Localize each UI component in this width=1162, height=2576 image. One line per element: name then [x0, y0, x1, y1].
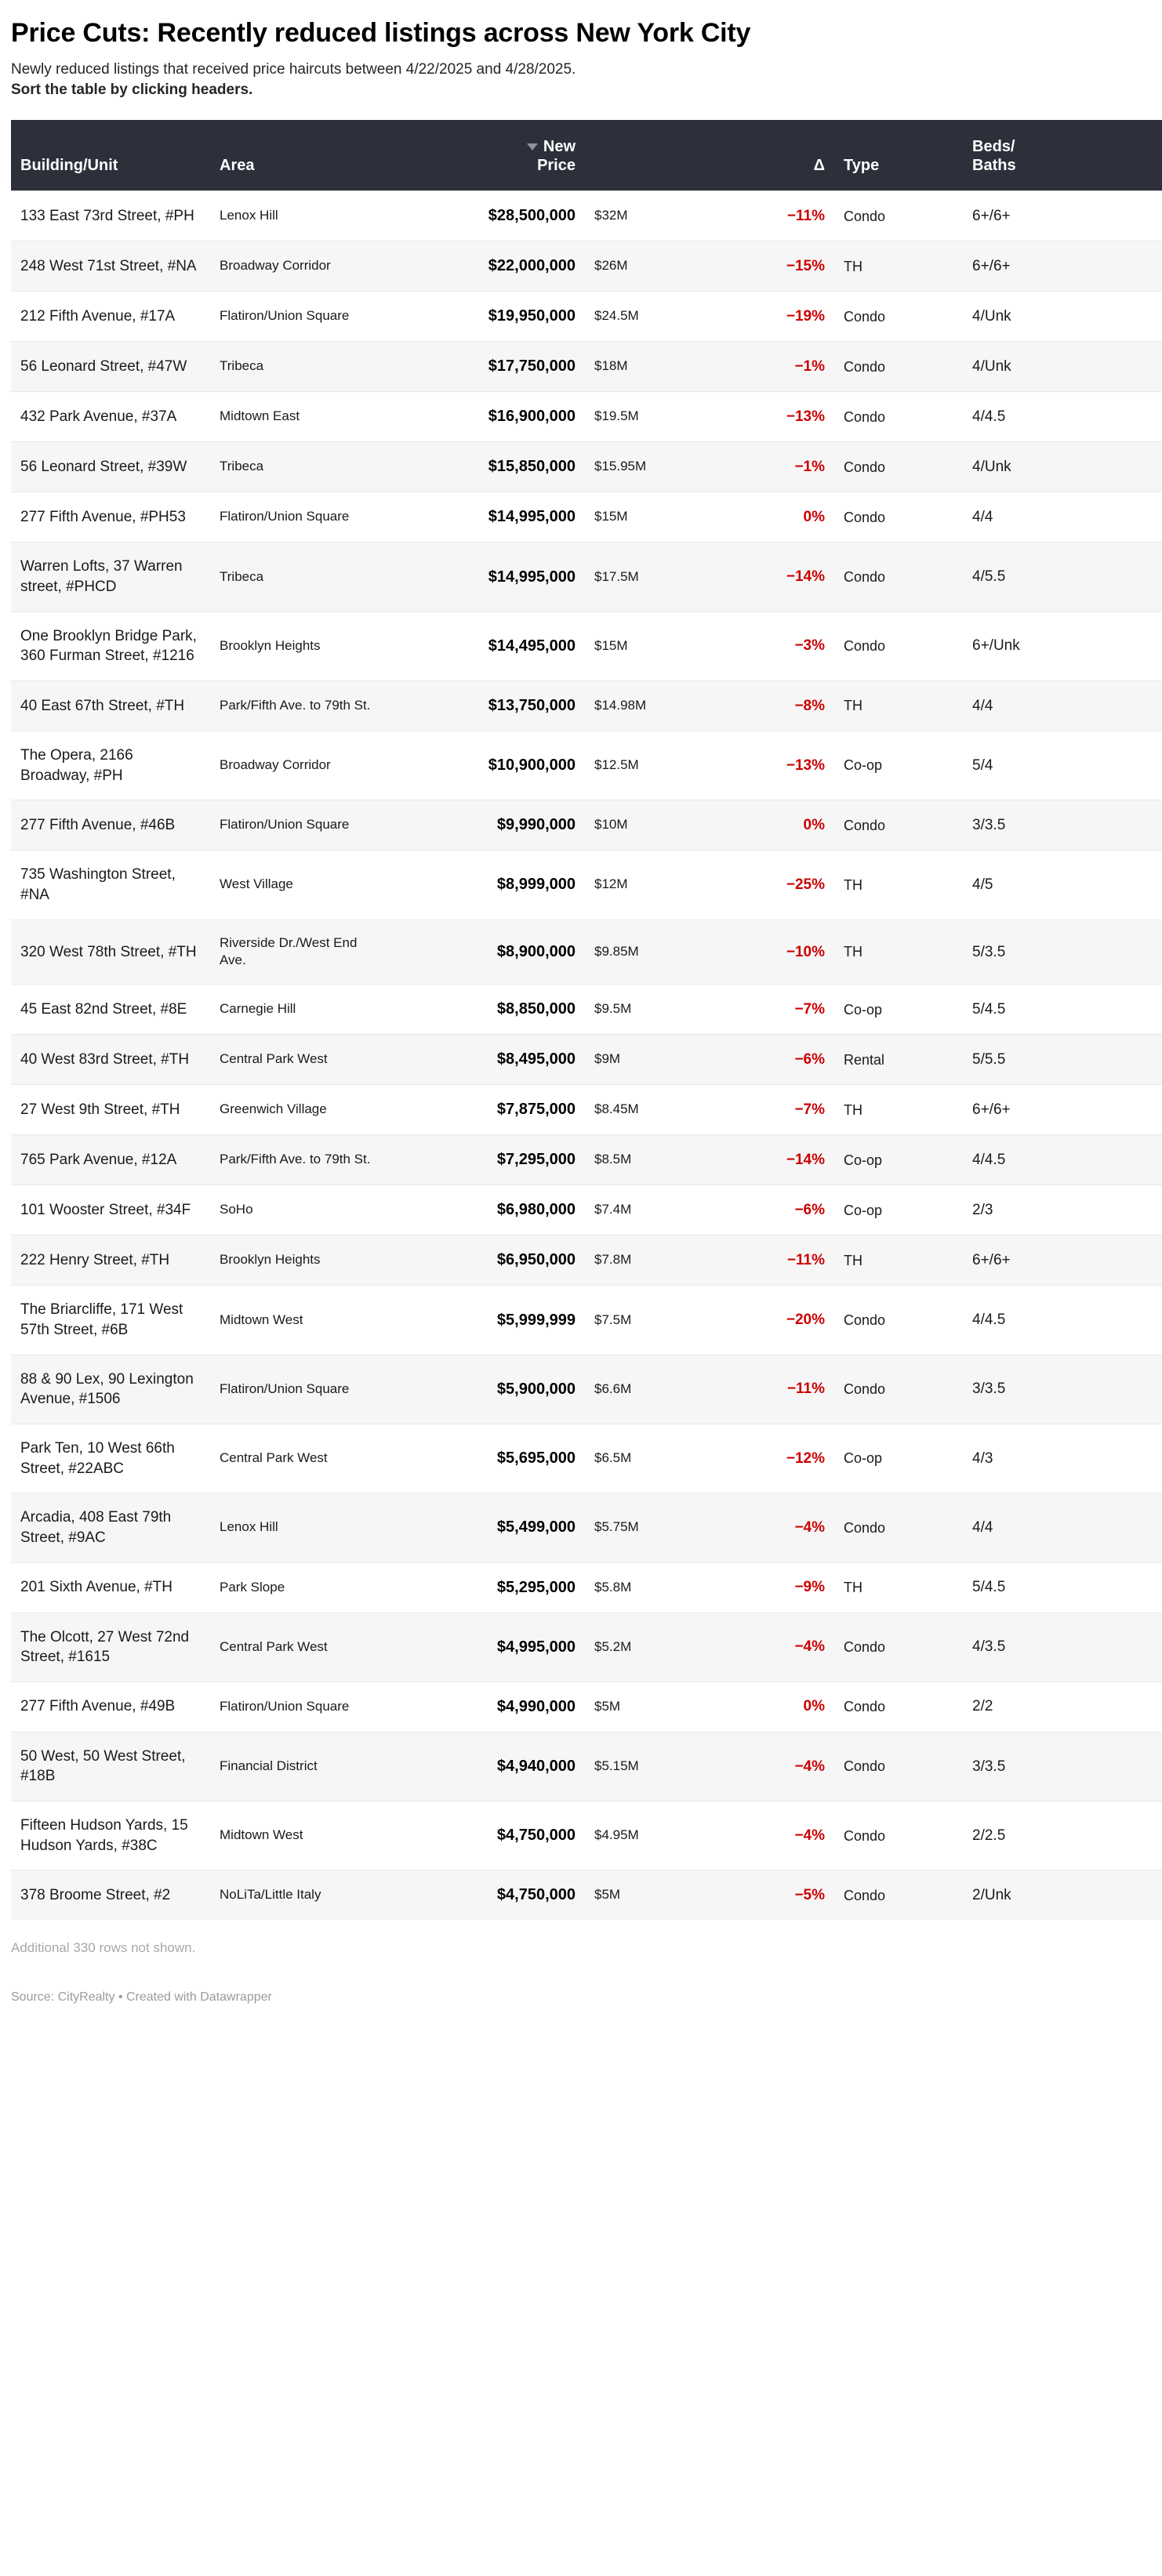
cell-previous-price: $32M: [585, 191, 721, 241]
cell-new-price: $13,750,000: [386, 680, 585, 731]
cell-area: West Village: [210, 851, 386, 920]
cell-building: 27 West 9th Street, #TH: [11, 1085, 210, 1135]
cell-building: 201 Sixth Avenue, #TH: [11, 1562, 210, 1613]
cell-previous-price: $9M: [585, 1035, 721, 1085]
column-header-beds-baths[interactable]: [963, 120, 1162, 191]
cell-area: Financial District: [210, 1732, 386, 1801]
cell-type: Condo: [834, 1870, 963, 1921]
cell-new-price: $4,940,000: [386, 1732, 585, 1801]
cell-type: Condo: [834, 1801, 963, 1870]
source-footer: Source: CityRealty • Created with Datawrapper: [11, 1990, 272, 2005]
table-row: [11, 1801, 1162, 1870]
cell-previous-price: $8.45M: [585, 1085, 721, 1135]
description-line-1: Newly reduced listings that received price haircuts between 4/22/2025 and 4/28/2025.: [11, 61, 576, 78]
cell-delta: −25%: [721, 851, 834, 920]
cell-delta: −6%: [721, 1185, 834, 1235]
cell-previous-price: $7.4M: [585, 1185, 721, 1235]
table-row: [11, 1493, 1162, 1562]
cell-building: 40 East 67th Street, #TH: [11, 680, 210, 731]
table-row: [11, 1085, 1162, 1135]
page-title: Price Cuts: Recently reduced listings across New York City: [11, 18, 751, 48]
cell-type: Condo: [834, 392, 963, 442]
cell-new-price: $10,900,000: [386, 731, 585, 800]
table-row: [11, 1870, 1162, 1921]
cell-type: Condo: [834, 1682, 963, 1732]
table-row: [11, 292, 1162, 342]
cell-building: 50 West, 50 West Street, #18B: [11, 1732, 210, 1801]
cell-previous-price: $5M: [585, 1682, 721, 1732]
cell-new-price: $5,900,000: [386, 1355, 585, 1424]
cell-type: Condo: [834, 492, 963, 542]
cell-building: Arcadia, 408 East 79th Street, #9AC: [11, 1493, 210, 1562]
cell-new-price: $8,850,000: [386, 985, 585, 1035]
cell-delta: −4%: [721, 1801, 834, 1870]
cell-new-price: $6,950,000: [386, 1235, 585, 1286]
column-header-type[interactable]: Type: [834, 120, 963, 191]
cell-area: Central Park West: [210, 1035, 386, 1085]
table-header-row: [11, 120, 1162, 191]
cell-area: NoLiTa/Little Italy: [210, 1870, 386, 1921]
table-row: [11, 241, 1162, 292]
cell-beds-baths: 4/5: [963, 851, 1162, 920]
cell-type: TH: [834, 1562, 963, 1613]
cell-previous-price: $8.5M: [585, 1135, 721, 1185]
cell-type: Condo: [834, 800, 963, 851]
cell-type: Co-op: [834, 1185, 963, 1235]
cell-new-price: $7,875,000: [386, 1085, 585, 1135]
cell-type: TH: [834, 851, 963, 920]
cell-new-price: $22,000,000: [386, 241, 585, 292]
column-header-building[interactable]: Building/Unit: [11, 120, 210, 191]
cell-area: Lenox Hill: [210, 1493, 386, 1562]
cell-type: Condo: [834, 1355, 963, 1424]
table-row: [11, 1682, 1162, 1732]
cell-type: Condo: [834, 442, 963, 492]
column-header-new-price[interactable]: [386, 120, 585, 191]
cell-delta: −11%: [721, 1235, 834, 1286]
cell-type: Co-op: [834, 1424, 963, 1493]
cell-beds-baths: 4/4.5: [963, 1135, 1162, 1185]
column-header-previous-price[interactable]: [585, 120, 721, 191]
cell-area: Broadway Corridor: [210, 731, 386, 800]
cell-area: Flatiron/Union Square: [210, 800, 386, 851]
cell-building: 277 Fifth Avenue, #PH53: [11, 492, 210, 542]
cell-delta: −3%: [721, 611, 834, 680]
table-row: [11, 1732, 1162, 1801]
cell-delta: −12%: [721, 1424, 834, 1493]
cell-area: Flatiron/Union Square: [210, 492, 386, 542]
cell-delta: −10%: [721, 920, 834, 985]
cell-previous-price: $7.8M: [585, 1235, 721, 1286]
cell-new-price: $14,995,000: [386, 542, 585, 611]
cell-beds-baths: 4/Unk: [963, 292, 1162, 342]
cell-area: Carnegie Hill: [210, 985, 386, 1035]
cell-area: Flatiron/Union Square: [210, 292, 386, 342]
cell-type: Condo: [834, 342, 963, 392]
cell-building: 45 East 82nd Street, #8E: [11, 985, 210, 1035]
table-row: [11, 392, 1162, 442]
cell-beds-baths: 3/3.5: [963, 1732, 1162, 1801]
cell-building: 277 Fifth Avenue, #49B: [11, 1682, 210, 1732]
cell-type: Condo: [834, 1493, 963, 1562]
cell-building: The Opera, 2166 Broadway, #PH: [11, 731, 210, 800]
price-cuts-table: [11, 120, 1162, 1920]
cell-area: Brooklyn Heights: [210, 1235, 386, 1286]
cell-type: Condo: [834, 1732, 963, 1801]
chart-page: [0, 17, 1020, 2019]
cell-delta: −7%: [721, 985, 834, 1035]
cell-new-price: $19,950,000: [386, 292, 585, 342]
cell-new-price: $4,995,000: [386, 1613, 585, 1682]
rows-not-shown-note: Additional 330 rows not shown.: [11, 1940, 196, 1956]
cell-area: Midtown West: [210, 1286, 386, 1355]
cell-building: 212 Fifth Avenue, #17A: [11, 292, 210, 342]
cell-delta: 0%: [721, 492, 834, 542]
table-row: [11, 191, 1162, 241]
cell-beds-baths: 4/3: [963, 1424, 1162, 1493]
cell-previous-price: $5.75M: [585, 1493, 721, 1562]
cell-delta: 0%: [721, 800, 834, 851]
cell-delta: −4%: [721, 1732, 834, 1801]
cell-delta: −13%: [721, 731, 834, 800]
cell-delta: −1%: [721, 442, 834, 492]
table-row: [11, 542, 1162, 611]
cell-type: Rental: [834, 1035, 963, 1085]
cell-type: Condo: [834, 191, 963, 241]
cell-previous-price: $15M: [585, 611, 721, 680]
table-row: [11, 1562, 1162, 1613]
cell-new-price: $4,750,000: [386, 1801, 585, 1870]
cell-previous-price: $19.5M: [585, 392, 721, 442]
cell-previous-price: $5M: [585, 1870, 721, 1921]
table-row: [11, 985, 1162, 1035]
cell-area: Brooklyn Heights: [210, 611, 386, 680]
cell-building: 88 & 90 Lex, 90 Lexington Avenue, #1506: [11, 1355, 210, 1424]
cell-delta: −4%: [721, 1493, 834, 1562]
cell-area: Park Slope: [210, 1562, 386, 1613]
cell-previous-price: $15M: [585, 492, 721, 542]
cell-previous-price: $5.2M: [585, 1613, 721, 1682]
cell-area: SoHo: [210, 1185, 386, 1235]
data-table-container: [11, 120, 1020, 1920]
cell-delta: −20%: [721, 1286, 834, 1355]
cell-beds-baths: 4/4.5: [963, 392, 1162, 442]
cell-building: 432 Park Avenue, #37A: [11, 392, 210, 442]
cell-delta: −13%: [721, 392, 834, 442]
cell-building: 765 Park Avenue, #12A: [11, 1135, 210, 1185]
table-row: [11, 492, 1162, 542]
cell-building: 101 Wooster Street, #34F: [11, 1185, 210, 1235]
cell-beds-baths: 3/3.5: [963, 1355, 1162, 1424]
cell-previous-price: $14.98M: [585, 680, 721, 731]
cell-beds-baths: 4/5.5: [963, 542, 1162, 611]
cell-beds-baths: 4/4: [963, 1493, 1162, 1562]
table-row: [11, 851, 1162, 920]
cell-previous-price: $9.85M: [585, 920, 721, 985]
new-price-header-line-2: Price: [537, 157, 576, 175]
cell-new-price: $9,990,000: [386, 800, 585, 851]
cell-new-price: $4,750,000: [386, 1870, 585, 1921]
table-body: [11, 191, 1162, 1920]
cell-building: Fifteen Hudson Yards, 15 Hudson Yards, #38C: [11, 1801, 210, 1870]
cell-beds-baths: 4/4: [963, 680, 1162, 731]
cell-building: 320 West 78th Street, #TH: [11, 920, 210, 985]
cell-building: 735 Washington Street, #NA: [11, 851, 210, 920]
cell-new-price: $5,499,000: [386, 1493, 585, 1562]
table-row: [11, 1185, 1162, 1235]
cell-delta: −11%: [721, 1355, 834, 1424]
cell-beds-baths: 5/3.5: [963, 920, 1162, 985]
cell-beds-baths: 4/4.5: [963, 1286, 1162, 1355]
cell-building: The Olcott, 27 West 72nd Street, #1615: [11, 1613, 210, 1682]
cell-beds-baths: 4/3.5: [963, 1613, 1162, 1682]
cell-new-price: $17,750,000: [386, 342, 585, 392]
cell-area: Tribeca: [210, 342, 386, 392]
table-row: [11, 1286, 1162, 1355]
cell-new-price: $5,999,999: [386, 1286, 585, 1355]
cell-previous-price: $5.15M: [585, 1732, 721, 1801]
cell-new-price: $7,295,000: [386, 1135, 585, 1185]
description-line-2: Sort the table by clicking headers.: [11, 81, 253, 98]
cell-beds-baths: 4/Unk: [963, 342, 1162, 392]
cell-type: Condo: [834, 1613, 963, 1682]
cell-previous-price: $9.5M: [585, 985, 721, 1035]
cell-type: Condo: [834, 1286, 963, 1355]
cell-area: Flatiron/Union Square: [210, 1355, 386, 1424]
cell-building: 378 Broome Street, #2: [11, 1870, 210, 1921]
cell-type: Condo: [834, 542, 963, 611]
column-header-delta[interactable]: Δ: [721, 120, 834, 191]
table-row: [11, 442, 1162, 492]
cell-previous-price: $12.5M: [585, 731, 721, 800]
cell-area: Midtown East: [210, 392, 386, 442]
cell-beds-baths: 6+/6+: [963, 1085, 1162, 1135]
cell-new-price: $14,495,000: [386, 611, 585, 680]
page-description: [11, 60, 946, 100]
cell-beds-baths: 6+/Unk: [963, 611, 1162, 680]
cell-beds-baths: 6+/6+: [963, 241, 1162, 292]
cell-previous-price: $5.8M: [585, 1562, 721, 1613]
table-row: [11, 1613, 1162, 1682]
cell-new-price: $6,980,000: [386, 1185, 585, 1235]
cell-beds-baths: 5/4.5: [963, 1562, 1162, 1613]
cell-new-price: $8,495,000: [386, 1035, 585, 1085]
cell-previous-price: $6.5M: [585, 1424, 721, 1493]
cell-new-price: $5,695,000: [386, 1424, 585, 1493]
cell-area: Park/Fifth Ave. to 79th St.: [210, 680, 386, 731]
table-header: [11, 120, 1162, 191]
cell-delta: −4%: [721, 1613, 834, 1682]
cell-building: One Brooklyn Bridge Park, 360 Furman Street, #1216: [11, 611, 210, 680]
cell-type: TH: [834, 1085, 963, 1135]
table-row: [11, 1235, 1162, 1286]
cell-type: TH: [834, 680, 963, 731]
cell-area: Midtown West: [210, 1801, 386, 1870]
table-row: [11, 800, 1162, 851]
cell-delta: −7%: [721, 1085, 834, 1135]
cell-new-price: $16,900,000: [386, 392, 585, 442]
table-row: [11, 1355, 1162, 1424]
cell-area: Central Park West: [210, 1424, 386, 1493]
cell-delta: −9%: [721, 1562, 834, 1613]
cell-building: 277 Fifth Avenue, #46B: [11, 800, 210, 851]
cell-area: Broadway Corridor: [210, 241, 386, 292]
cell-area: Lenox Hill: [210, 191, 386, 241]
cell-beds-baths: 6+/6+: [963, 191, 1162, 241]
cell-type: TH: [834, 920, 963, 985]
table-row: [11, 680, 1162, 731]
table-row: [11, 1135, 1162, 1185]
table-row: [11, 1035, 1162, 1085]
cell-building: The Briarcliffe, 171 West 57th Street, #6B: [11, 1286, 210, 1355]
cell-delta: 0%: [721, 1682, 834, 1732]
cell-delta: −19%: [721, 292, 834, 342]
cell-type: Condo: [834, 611, 963, 680]
table-row: [11, 731, 1162, 800]
cell-beds-baths: 5/4: [963, 731, 1162, 800]
cell-building: 133 East 73rd Street, #PH: [11, 191, 210, 241]
cell-previous-price: $24.5M: [585, 292, 721, 342]
cell-new-price: $14,995,000: [386, 492, 585, 542]
cell-area: Flatiron/Union Square: [210, 1682, 386, 1732]
cell-type: Co-op: [834, 985, 963, 1035]
cell-previous-price: $10M: [585, 800, 721, 851]
cell-beds-baths: 5/5.5: [963, 1035, 1162, 1085]
cell-building: 56 Leonard Street, #47W: [11, 342, 210, 392]
cell-beds-baths: 5/4.5: [963, 985, 1162, 1035]
cell-area: Park/Fifth Ave. to 79th St.: [210, 1135, 386, 1185]
cell-previous-price: $17.5M: [585, 542, 721, 611]
cell-previous-price: $26M: [585, 241, 721, 292]
cell-type: Co-op: [834, 731, 963, 800]
cell-beds-baths: 2/3: [963, 1185, 1162, 1235]
cell-delta: −11%: [721, 191, 834, 241]
cell-building: 56 Leonard Street, #39W: [11, 442, 210, 492]
cell-new-price: $5,295,000: [386, 1562, 585, 1613]
cell-delta: −6%: [721, 1035, 834, 1085]
cell-previous-price: $18M: [585, 342, 721, 392]
cell-beds-baths: 3/3.5: [963, 800, 1162, 851]
cell-type: TH: [834, 241, 963, 292]
cell-building: 40 West 83rd Street, #TH: [11, 1035, 210, 1085]
cell-delta: −8%: [721, 680, 834, 731]
cell-new-price: $8,999,000: [386, 851, 585, 920]
sort-descending-icon: [527, 143, 538, 151]
cell-delta: −14%: [721, 542, 834, 611]
cell-previous-price: $15.95M: [585, 442, 721, 492]
table-row: [11, 342, 1162, 392]
column-header-area[interactable]: Area: [210, 120, 386, 191]
cell-type: Co-op: [834, 1135, 963, 1185]
cell-building: Warren Lofts, 37 Warren street, #PHCD: [11, 542, 210, 611]
cell-beds-baths: 4/Unk: [963, 442, 1162, 492]
cell-area: Greenwich Village: [210, 1085, 386, 1135]
cell-type: TH: [834, 1235, 963, 1286]
cell-previous-price: $12M: [585, 851, 721, 920]
table-row: [11, 611, 1162, 680]
cell-new-price: $15,850,000: [386, 442, 585, 492]
cell-building: 248 West 71st Street, #NA: [11, 241, 210, 292]
cell-building: Park Ten, 10 West 66th Street, #22ABC: [11, 1424, 210, 1493]
new-price-header-line-1: New: [395, 137, 576, 156]
beds-baths-header-line-2: Baths: [972, 157, 1016, 175]
cell-building: 222 Henry Street, #TH: [11, 1235, 210, 1286]
cell-new-price: $4,990,000: [386, 1682, 585, 1732]
cell-area: Central Park West: [210, 1613, 386, 1682]
beds-baths-header-line-1: Beds/: [972, 138, 1015, 156]
cell-area: Riverside Dr./West End Ave.: [210, 920, 386, 985]
cell-beds-baths: 4/4: [963, 492, 1162, 542]
cell-new-price: $8,900,000: [386, 920, 585, 985]
cell-delta: −1%: [721, 342, 834, 392]
cell-delta: −5%: [721, 1870, 834, 1921]
cell-beds-baths: 2/2: [963, 1682, 1162, 1732]
cell-type: Condo: [834, 292, 963, 342]
cell-beds-baths: 6+/6+: [963, 1235, 1162, 1286]
cell-previous-price: $6.6M: [585, 1355, 721, 1424]
cell-delta: −14%: [721, 1135, 834, 1185]
cell-previous-price: $7.5M: [585, 1286, 721, 1355]
table-row: [11, 920, 1162, 985]
cell-delta: −15%: [721, 241, 834, 292]
cell-beds-baths: 2/2.5: [963, 1801, 1162, 1870]
table-row: [11, 1424, 1162, 1493]
cell-area: Tribeca: [210, 542, 386, 611]
cell-beds-baths: 2/Unk: [963, 1870, 1162, 1921]
cell-area: Tribeca: [210, 442, 386, 492]
cell-previous-price: $4.95M: [585, 1801, 721, 1870]
cell-new-price: $28,500,000: [386, 191, 585, 241]
